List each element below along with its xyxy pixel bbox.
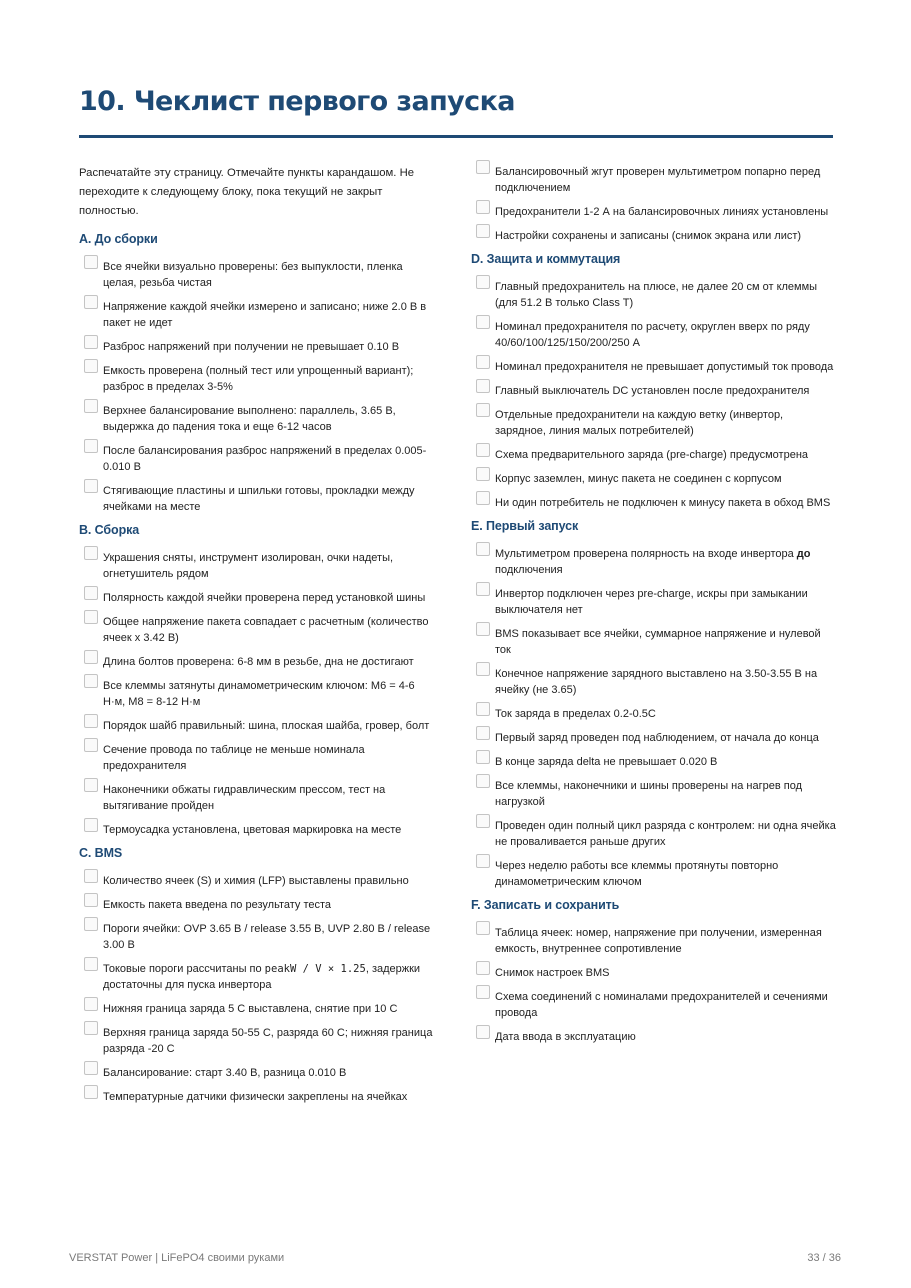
checklist-item[interactable] — [79, 259, 439, 291]
section-e-items — [471, 586, 836, 890]
checklist-item-text: Украшения сняты, инструмент изолирован, очки надеты, огнетушитель рядом — [103, 552, 394, 580]
checkbox[interactable] — [84, 546, 98, 560]
checklist-item-text: Главный выключатель DC установлен после предохранителя — [495, 385, 810, 397]
checklist-item[interactable] — [79, 921, 439, 953]
checklist-item-text: Ни один потребитель не подключен к минусу пакета в обход BMS — [495, 497, 831, 509]
checklist-item-text: Снимок настроек BMS — [495, 967, 610, 979]
checkbox[interactable] — [476, 1025, 490, 1039]
checklist-item[interactable] — [79, 550, 439, 582]
checklist-item-text: Общее напряжение пакета совпадает с расчетным (количество ячеек x 3.42 В) — [103, 616, 429, 644]
checklist-item-text: Все клеммы затянуты динамометрическим ключом: M6 = 4-6 Н·м, M8 = 8-12 Н·м — [103, 680, 415, 708]
footer-page-number: 33 / 36 — [807, 1252, 841, 1264]
section-e-heading: E. Первый запуск — [471, 519, 579, 533]
checklist-item[interactable] — [79, 961, 439, 993]
checkbox[interactable] — [476, 491, 490, 505]
polarity-check-text: Мультиметром проверена полярность на входе инвертора — [495, 548, 797, 560]
section-e-list — [471, 546, 836, 890]
checkbox[interactable] — [476, 403, 490, 417]
checklist-item-text: Схема предварительного заряда (pre-charge) предусмотрена — [495, 449, 809, 461]
checklist-item-text: Балансирование: старт 3.40 В, разница 0.010 В — [103, 1067, 347, 1079]
checklist-item[interactable] — [471, 407, 836, 439]
checkbox[interactable] — [476, 702, 490, 716]
checklist-item-text: Все ячейки визуально проверены: без выпуклости, пленка целая, резьба чистая — [103, 261, 403, 289]
checklist-item[interactable] — [471, 359, 836, 375]
section-f-heading: F. Записать и сохранить — [471, 898, 620, 912]
checklist-item-text: Порядок шайб правильный: шина, плоская шайба, гровер, болт — [103, 720, 430, 732]
section-a-heading: A. До сборки — [79, 232, 158, 246]
checklist-item-text: Проведен один полный цикл разряда с контролем: ни одна ячейка не проваливается раньше других — [495, 820, 836, 848]
checklist-item-text: Верхняя граница заряда 50-55 C, разряда 60 C; нижняя граница разряда -20 C — [103, 1027, 433, 1055]
checklist-item[interactable] — [79, 1025, 439, 1057]
checklist-item[interactable] — [79, 1001, 439, 1017]
checklist-item-text: Таблица ячеек: номер, напряжение при получении, измеренная емкость, внутреннее сопротивление — [495, 927, 822, 955]
checkbox[interactable] — [84, 778, 98, 792]
checkbox[interactable] — [84, 738, 98, 752]
checklist-item[interactable] — [79, 299, 439, 331]
checklist-item-text: Пороги ячейки: OVP 3.65 В / release 3.55 В, UVP 2.80 В / release 3.00 В — [103, 923, 431, 951]
checklist-item-text: Инвертор подключен через pre-charge, искры при замыкании выключателя нет — [495, 588, 808, 616]
left-column — [79, 164, 439, 1113]
checklist-item-text: Через неделю работы все клеммы протянуты повторно динамометрическим ключом — [495, 860, 779, 888]
checklist-item[interactable] — [79, 1089, 439, 1105]
checklist-item[interactable] — [471, 447, 836, 463]
checklist-item-text: Дата ввода в эксплуатацию — [495, 1031, 636, 1043]
checklist-item[interactable] — [79, 678, 439, 710]
checklist-item-text: Стягивающие пластины и шпильки готовы, прокладки между ячейками на месте — [103, 485, 415, 513]
checklist-item-text: Длина болтов проверена: 6-8 мм в резьбе, дна не достигают — [103, 656, 414, 668]
checklist-item[interactable] — [471, 471, 836, 487]
checkbox[interactable] — [476, 443, 490, 457]
checkbox[interactable] — [84, 586, 98, 600]
checklist-item[interactable] — [79, 654, 439, 670]
checkbox[interactable] — [476, 961, 490, 975]
checklist-item[interactable] — [471, 204, 836, 220]
checklist-item-text: Сечение провода по таблице не меньше номинала предохранителя — [103, 744, 365, 772]
checkbox[interactable] — [84, 957, 98, 971]
checkbox[interactable] — [84, 335, 98, 349]
checklist-item[interactable] — [471, 730, 836, 746]
checklist-item[interactable] — [79, 873, 439, 889]
checkbox[interactable] — [84, 893, 98, 907]
checklist-item-text: Отдельные предохранители на каждую ветку (инвертор, зарядное, линия малых потребителей) — [495, 409, 784, 437]
intro-text: Распечатайте эту страницу. Отмечайте пункты карандашом. Не переходите к следующему блоку, пока текущий не закрыт полностью. — [79, 167, 415, 217]
title-rule — [79, 135, 833, 138]
checklist-item[interactable] — [471, 989, 836, 1021]
checkbox[interactable] — [84, 650, 98, 664]
checklist-item-text: Емкость пакета введена по результату теста — [103, 899, 332, 911]
checklist-item[interactable] — [79, 443, 439, 475]
checklist-item[interactable] — [79, 897, 439, 913]
checkbox[interactable] — [84, 1021, 98, 1035]
checklist-item-text: Емкость проверена (полный тест или упрощенный вариант); разброс в пределах 3-5% — [103, 365, 414, 393]
checklist-item-text — [495, 546, 836, 578]
checklist-item-text — [103, 961, 439, 993]
checkbox[interactable] — [84, 674, 98, 688]
checklist-item[interactable] — [471, 495, 836, 511]
checklist-item[interactable] — [471, 666, 836, 698]
checkbox[interactable] — [84, 1061, 98, 1075]
section-d-list — [471, 279, 836, 511]
checklist-item-text: Полярность каждой ячейки проверена перед установкой шины — [103, 592, 426, 604]
checklist-item[interactable] — [471, 319, 836, 351]
checklist-item[interactable] — [471, 383, 836, 399]
checkbox[interactable] — [84, 255, 98, 269]
page-title: 10. Чеклист первого запуска — [79, 86, 515, 117]
checklist-item-text: Первый заряд проведен под наблюдением, от начала до конца — [495, 732, 819, 744]
current-thresholds-suffix: , задержки достаточны для пуска инвертора — [103, 963, 421, 991]
checkbox[interactable] — [476, 467, 490, 481]
checkbox[interactable] — [476, 750, 490, 764]
checkbox[interactable] — [476, 814, 490, 828]
checklist-item[interactable] — [471, 858, 836, 890]
checkbox[interactable] — [476, 662, 490, 676]
checklist-item[interactable] — [471, 626, 836, 658]
checklist-item[interactable] — [471, 164, 836, 196]
checklist-item[interactable] — [471, 228, 836, 244]
section-c-continued-list — [471, 164, 836, 244]
checkbox[interactable] — [476, 854, 490, 868]
checkbox[interactable] — [476, 622, 490, 636]
checkbox[interactable] — [476, 275, 490, 289]
checkbox[interactable] — [84, 610, 98, 624]
checklist-item-text: Верхнее балансирование выполнено: параллель, 3.65 В, выдержка до падения тока и еще 6-12 часов — [103, 405, 396, 433]
checkbox[interactable] — [84, 818, 98, 832]
checklist-item[interactable] — [79, 483, 439, 515]
checklist-item-text: Схема соединений с номиналами предохранителей и сечениями провода — [495, 991, 828, 1019]
checklist-item[interactable] — [471, 818, 836, 850]
checkbox[interactable] — [84, 479, 98, 493]
checklist-item-text: Термоусадка установлена, цветовая маркировка на месте — [103, 824, 402, 836]
checkbox[interactable] — [84, 359, 98, 373]
checklist-item[interactable] — [79, 1065, 439, 1081]
checklist-item-text: Напряжение каждой ячейки измерено и записано; ниже 2.0 В в пакет не идет — [103, 301, 427, 329]
checklist-item[interactable] — [471, 279, 836, 311]
checkbox[interactable] — [84, 1085, 98, 1099]
checkbox[interactable] — [84, 295, 98, 309]
section-f-list — [471, 925, 836, 1045]
checklist-item[interactable] — [79, 742, 439, 774]
checklist-item[interactable] — [79, 590, 439, 606]
checklist-item-text: BMS показывает все ячейки, суммарное напряжение и нулевой ток — [495, 628, 821, 656]
checklist-item-text: Предохранители 1-2 А на балансировочных линиях установлены — [495, 206, 829, 218]
checklist-item[interactable] — [471, 1029, 836, 1045]
checklist-item[interactable] — [79, 782, 439, 814]
checklist-item-text: Ток заряда в пределах 0.2-0.5C — [495, 708, 656, 720]
checklist-item[interactable] — [79, 822, 439, 838]
checkbox[interactable] — [476, 582, 490, 596]
checklist-item-text: В конце заряда delta не превышает 0.020 В — [495, 756, 718, 768]
checkbox[interactable] — [476, 224, 490, 238]
section-b-heading: B. Сборка — [79, 523, 140, 537]
checkbox[interactable] — [84, 714, 98, 728]
checklist-item-text: Номинал предохранителя не превышает допустимый ток провода — [495, 361, 834, 373]
section-b-list — [79, 550, 439, 838]
checklist-item-text: Количество ячеек (S) и химия (LFP) выставлены правильно — [103, 875, 409, 887]
checklist-item[interactable] — [79, 363, 439, 395]
checklist-item[interactable] — [79, 403, 439, 435]
checkbox[interactable] — [84, 997, 98, 1011]
checklist-item[interactable] — [79, 614, 439, 646]
current-thresholds-text: Токовые пороги рассчитаны по — [103, 963, 265, 975]
checkbox[interactable] — [84, 399, 98, 413]
checklist-item[interactable] — [471, 965, 836, 981]
checklist-item-text: Главный предохранитель на плюсе, не далее 20 см от клеммы (для 51.2 В только Class T) — [495, 281, 818, 309]
checklist-item-text: Конечное напряжение зарядного выставлено на 3.50-3.55 В на ячейку (не 3.65) — [495, 668, 818, 696]
checklist-item[interactable] — [79, 339, 439, 355]
checklist-item[interactable] — [471, 706, 836, 722]
checklist-item[interactable] — [471, 546, 836, 578]
polarity-check-emphasis: до — [796, 548, 811, 560]
checkbox[interactable] — [476, 774, 490, 788]
polarity-check-suffix: подключения — [495, 564, 563, 576]
checklist-item-text: Все клеммы, наконечники и шины проверены на нагрев под нагрузкой — [495, 780, 803, 808]
checkbox[interactable] — [84, 869, 98, 883]
checklist-item-text: Балансировочный жгут проверен мультиметром попарно перед подключением — [495, 166, 821, 194]
checklist-item[interactable] — [471, 925, 836, 957]
right-column — [471, 164, 836, 1053]
checklist-item-text: Номинал предохранителя по расчету, округлен вверх по ряду 40/60/100/125/150/200/250 А — [495, 321, 810, 349]
current-formula-code: peakW / V × 1.25 — [264, 963, 366, 975]
checklist-item-text: Температурные датчики физически закреплены на ячейках — [103, 1091, 408, 1103]
checklist-item[interactable] — [471, 778, 836, 810]
checkbox[interactable] — [476, 315, 490, 329]
checkbox[interactable] — [476, 921, 490, 935]
checklist-item-text: После балансирования разброс напряжений в пределах 0.005-0.010 В — [103, 445, 427, 473]
checklist-item-text: Корпус заземлен, минус пакета не соединен с корпусом — [495, 473, 782, 485]
checkbox[interactable] — [476, 542, 490, 556]
checkbox[interactable] — [84, 439, 98, 453]
section-d-heading: D. Защита и коммутация — [471, 252, 621, 266]
checklist-item[interactable] — [471, 586, 836, 618]
checklist-item[interactable] — [471, 754, 836, 770]
checklist-item-text: Наконечники обжаты гидравлическим прессом, тест на вытягивание пройден — [103, 784, 386, 812]
checklist-item[interactable] — [79, 718, 439, 734]
section-c-heading: C. BMS — [79, 846, 123, 860]
checklist-item-text: Нижняя граница заряда 5 C выставлена, снятие при 10 C — [103, 1003, 398, 1015]
checkbox[interactable] — [476, 160, 490, 174]
footer-brand: VERSTAT Power | LiFePO4 своими руками — [69, 1252, 285, 1264]
section-a-list — [79, 259, 439, 515]
checkbox[interactable] — [476, 355, 490, 369]
checklist-item-text: Настройки сохранены и записаны (снимок экрана или лист) — [495, 230, 802, 242]
checkbox[interactable] — [476, 200, 490, 214]
checkbox[interactable] — [476, 985, 490, 999]
checkbox[interactable] — [476, 379, 490, 393]
checklist-item-text: Разброс напряжений при получении не превышает 0.10 В — [103, 341, 400, 353]
section-c-list — [79, 873, 439, 1105]
checkbox[interactable] — [84, 917, 98, 931]
checkbox[interactable] — [476, 726, 490, 740]
